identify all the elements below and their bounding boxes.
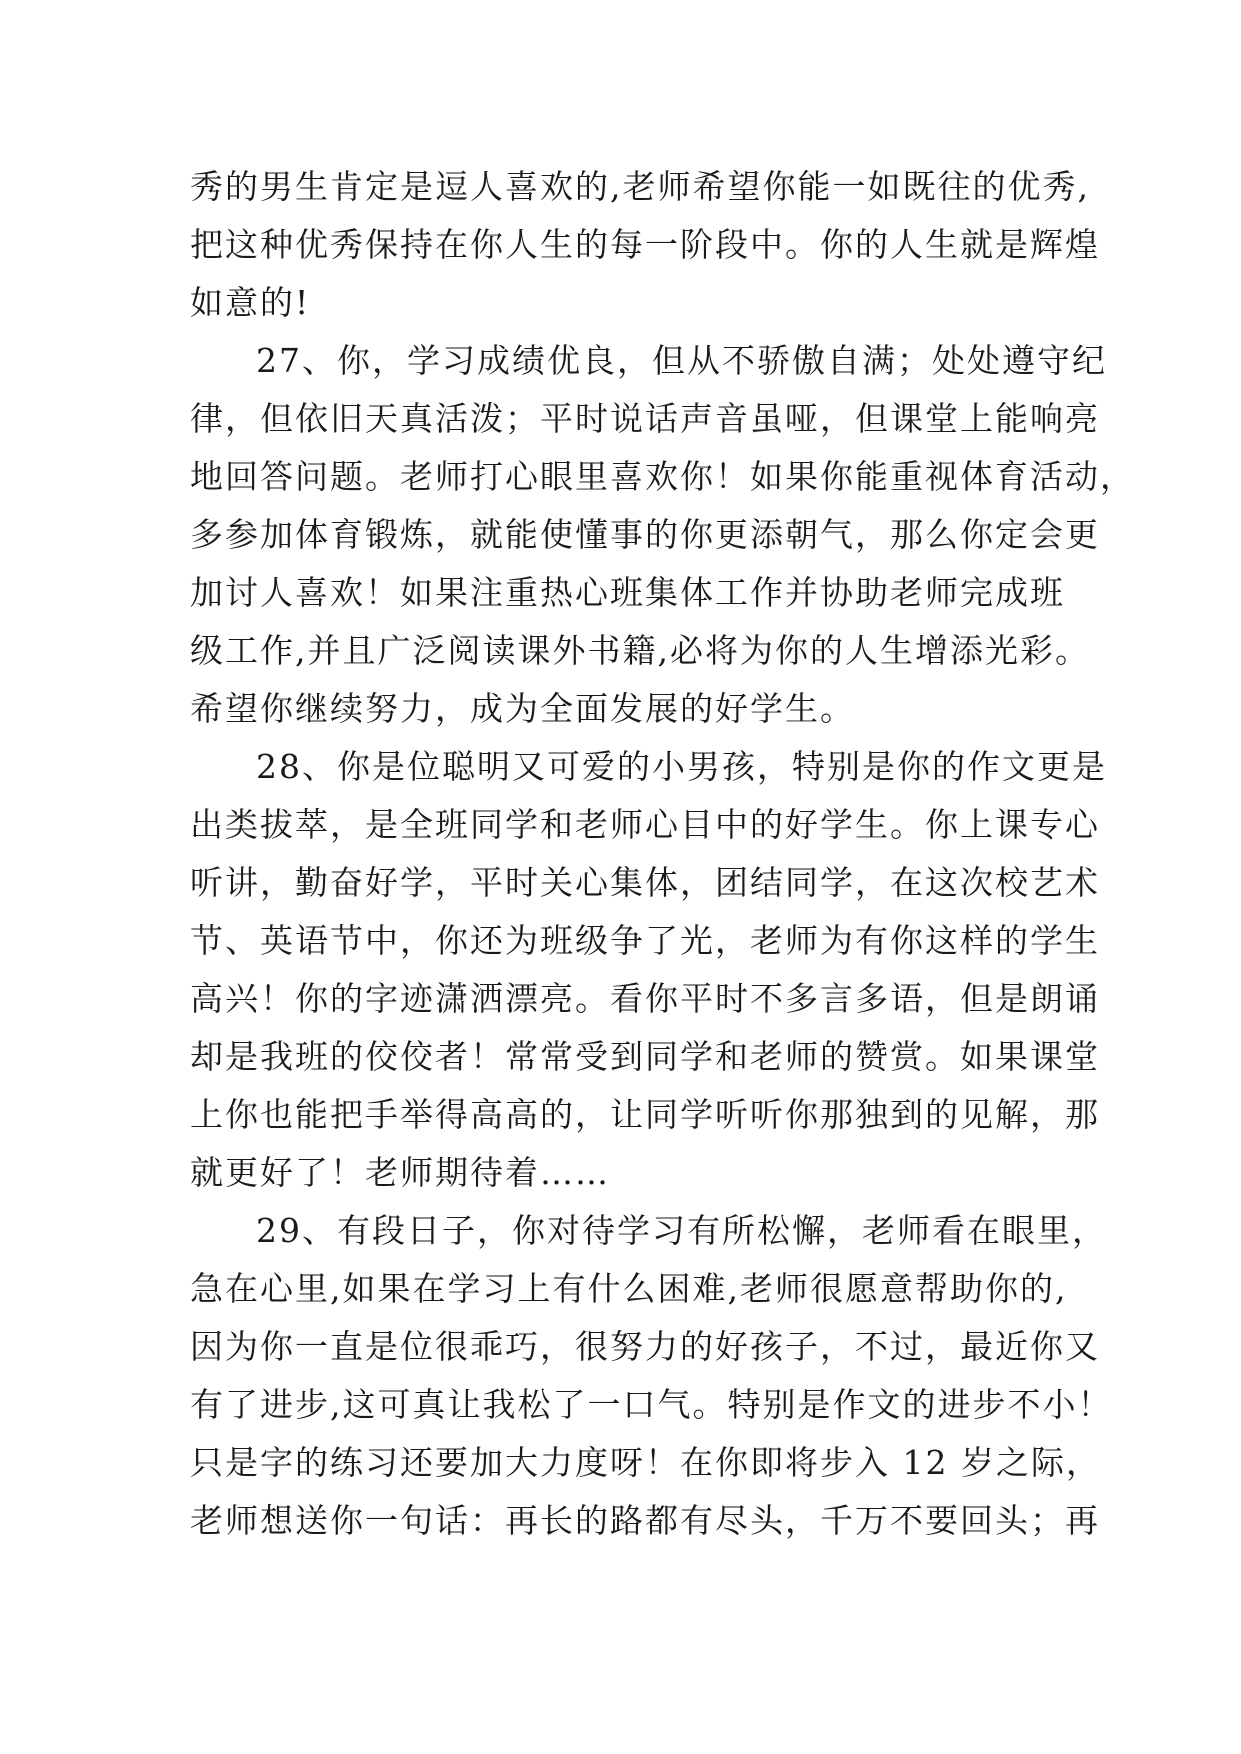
text-line: 就更好了！老师期待着…… (190, 1153, 610, 1192)
text-line: 节、英语节中，你还为班级争了光，老师为有你这样的学生 (190, 921, 1100, 960)
document-body (190, 158, 1135, 1550)
text-line: 却是我班的佼佼者！常常受到同学和老师的赞赏。如果课堂 (190, 1037, 1100, 1076)
text-line: 出类拔萃，是全班同学和老师心目中的好学生。你上课专心 (190, 805, 1100, 844)
text-line: 秀的男生肯定是逗人喜欢的,老师希望你能一如既往的优秀, (190, 167, 1090, 206)
text-line: 27、你，学习成绩优良，但从不骄傲自满；处处遵守纪 (256, 341, 1107, 380)
text-line: 因为你一直是位很乖巧，很努力的好孩子，不过，最近你又 (190, 1327, 1100, 1366)
text-line: 级工作,并且广泛阅读课外书籍,必将为你的人生增添光彩。 (190, 631, 1090, 670)
text-line: 有了进步,这可真让我松了一口气。特别是作文的进步不小！ (190, 1385, 1113, 1424)
text-line: 只是字的练习还要加大力度呀！在你即将步入 12 岁之际， (190, 1443, 1101, 1482)
text-line: 加讨人喜欢！如果注重热心班集体工作并协助老师完成班 (190, 573, 1065, 612)
text-line: 把这种优秀保持在你人生的每一阶段中。你的人生就是辉煌 (190, 225, 1100, 264)
text-line: 29、有段日子，你对待学习有所松懈，老师看在眼里， (256, 1211, 1107, 1250)
text-line: 地回答问题。老师打心眼里喜欢你！如果你能重视体育活动， (190, 457, 1135, 496)
text-line: 希望你继续努力，成为全面发展的好学生。 (190, 689, 855, 728)
text-line: 律，但依旧天真活泼；平时说话声音虽哑，但课堂上能响亮 (190, 399, 1100, 438)
text-line: 急在心里,如果在学习上有什么困难,老师很愿意帮助你的, (190, 1269, 1068, 1308)
text-line: 多参加体育锻炼，就能使懂事的你更添朝气，那么你定会更 (190, 515, 1100, 554)
text-line: 高兴！你的字迹潇洒漂亮。看你平时不多言多语，但是朗诵 (190, 979, 1100, 1018)
text-line: 老师想送你一句话：再长的路都有尽头，千万不要回头；再 (190, 1501, 1100, 1540)
text-line: 如意的! (190, 283, 311, 322)
text-line: 28、你是位聪明又可爱的小男孩，特别是你的作文更是 (256, 747, 1107, 786)
text-line: 听讲，勤奋好学，平时关心集体，团结同学，在这次校艺术 (190, 863, 1100, 902)
text-line: 上你也能把手举得高高的，让同学听听你那独到的见解，那 (190, 1095, 1100, 1134)
